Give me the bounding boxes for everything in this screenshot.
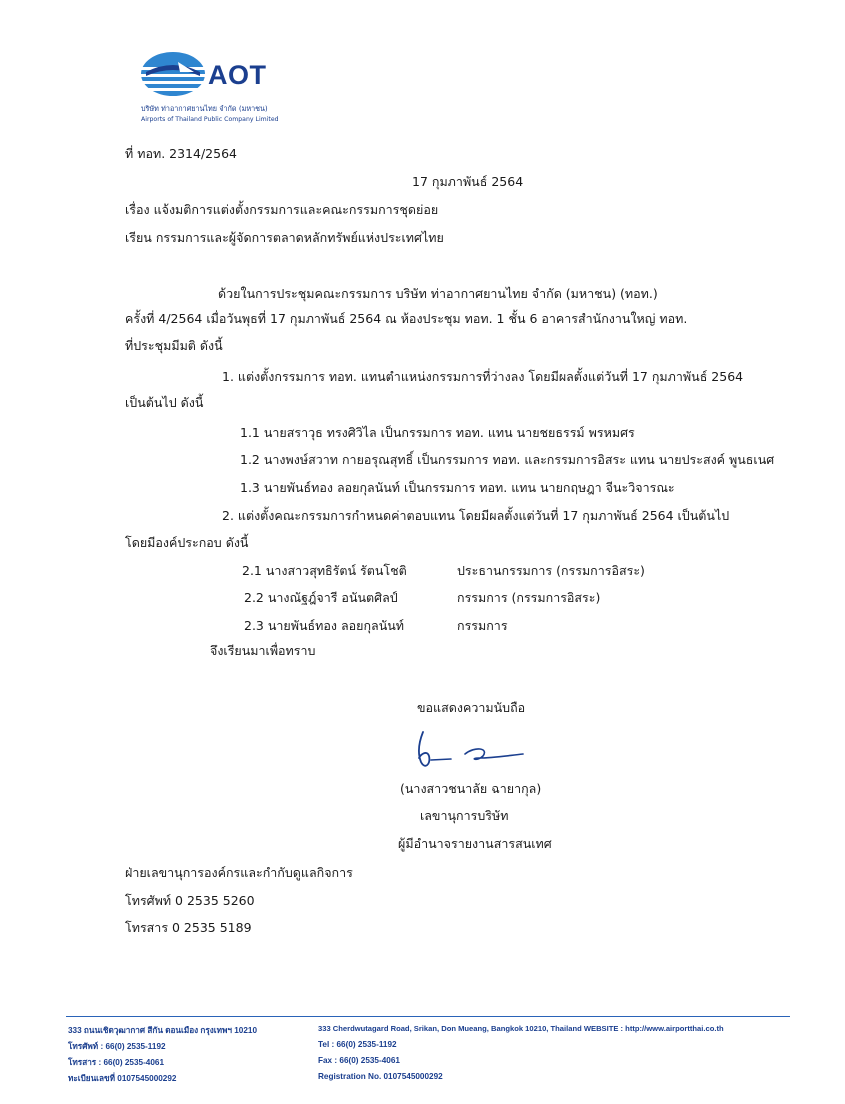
paragraph-line: ที่ประชุมมีมติ ดังนี้ [125,338,223,353]
logo-thai-name: บริษัท ท่าอากาศยานไทย จำกัด (มหาชน) [141,104,268,113]
paragraph-line: ครั้งที่ 4/2564 เมื่อวันพุธที่ 17 กุมภาพันธ์ 2564 ณ ห้องประชุม ทอท. 1 ชั้น 6 อาคารสำนักงานใหญ่ ทอท. [125,311,688,326]
committee-member-name: 2.1 นางสาวสุทธิรัตน์ รัตนโชติ [242,563,407,578]
sub-item: 1.3 นายพันธ์ทอง ลอยกุลนันท์ เป็นกรรมการ ทอท. แทน นายกฤษฎา จีนะวิจารณะ [240,480,675,495]
company-logo [140,50,300,132]
regards: ขอแสดงความนับถือ [417,700,526,715]
resolution-item-2: 2. แต่งตั้งคณะกรรมการกำหนดค่าตอบแทน โดยมีผลตั้งแต่วันที่ 17 กุมภาพันธ์ 2564 เป็นต้นไป [222,508,730,523]
letter-subject: เรื่อง แจ้งมติการแต่งตั้งกรรมการและคณะกรรมการชุดย่อย [125,202,439,217]
resolution-item-1: 1. แต่งตั้งกรรมการ ทอท. แทนตำแหน่งกรรมการที่ว่างลง โดยมีผลตั้งแต่วันที่ 17 กุมภาพันธ์ 2564 [222,369,744,384]
letter-date: 17 กุมภาพันธ์ 2564 [412,174,524,189]
footer-thai-registration: ทะเบียนเลขที่ 0107545000292 [68,1074,177,1083]
closing-note: จึงเรียนมาเพื่อทราบ [210,643,316,658]
signer-title: เลขานุการบริษัท [420,808,509,823]
committee-member-role: ประธานกรรมการ (กรรมการอิสระ) [457,563,645,578]
department: ฝ่ายเลขานุการองค์กรและกำกับดูแลกิจการ [125,865,353,880]
letter-recipient: เรียน กรรมการและผู้จัดการตลาดหลักทรัพย์แห่งประเทศไทย [125,230,444,245]
committee-member-role: กรรมการ (กรรมการอิสระ) [457,590,601,605]
sub-item: 1.2 นางพงษ์สวาท กายอรุณสุทธิ์ เป็นกรรมการ ทอท. และกรรมการอิสระ แทน นายประสงค์ พูนธเนศ [240,452,775,467]
footer-en-address: 333 Cherdwutagard Road, Srikan, Don Mueang, Bangkok 10210, Thailand WEBSITE : http://www.airportthai.co.th [318,1024,724,1033]
signer-authority: ผู้มีอำนาจรายงานสารสนเทศ [398,836,552,851]
signer-name: (นางสาวชนาลัย ฉายากุล) [400,781,542,796]
paragraph-line: ด้วยในการประชุมคณะกรรมการ บริษัท ท่าอากาศยานไทย จำกัด (มหาชน) (ทอท.) [218,286,658,301]
footer-thai-fax: โทรสาร : 66(0) 2535-4061 [68,1058,165,1067]
committee-member-role: กรรมการ [457,618,508,633]
committee-member-name: 2.3 นายพันธ์ทอง ลอยกุลนันท์ [244,618,405,633]
footer-en-tel: Tel : 66(0) 2535-1192 [318,1040,397,1049]
resolution-item-2-cont: โดยมีองค์ประกอบ ดังนี้ [125,535,249,550]
committee-member-name: 2.2 นางณัฐฎ์จารี อนันตศิลป์ [244,590,398,605]
footer-en-fax: Fax : 66(0) 2535-4061 [318,1056,400,1065]
resolution-item-1-cont: เป็นต้นไป ดังนี้ [125,395,204,410]
logo-english-name: Airports of Thailand Public Company Limited [141,116,279,123]
contact-fax: โทรสาร 0 2535 5189 [125,920,252,935]
contact-phone: โทรศัพท์ 0 2535 5260 [125,893,255,908]
signature-icon [405,728,545,774]
footer-thai-phone: โทรศัพท์ : 66(0) 2535-1192 [68,1042,166,1051]
aot-emblem-icon [140,50,206,98]
reference-number: ที่ ทอท. 2314/2564 [125,146,237,161]
footer-thai-address: 333 ถนนเชิดวุฒากาศ สีกัน ดอนเมือง กรุงเทพฯ 10210 [68,1026,258,1035]
footer-divider [66,1016,790,1017]
aot-brand-text: AOT [208,60,267,90]
footer-en-registration: Registration No. 0107545000292 [318,1072,443,1081]
sub-item: 1.1 นายสราวุธ ทรงศิวิไล เป็นกรรมการ ทอท. แทน นายชยธรรม์ พรหมศร [240,425,635,440]
